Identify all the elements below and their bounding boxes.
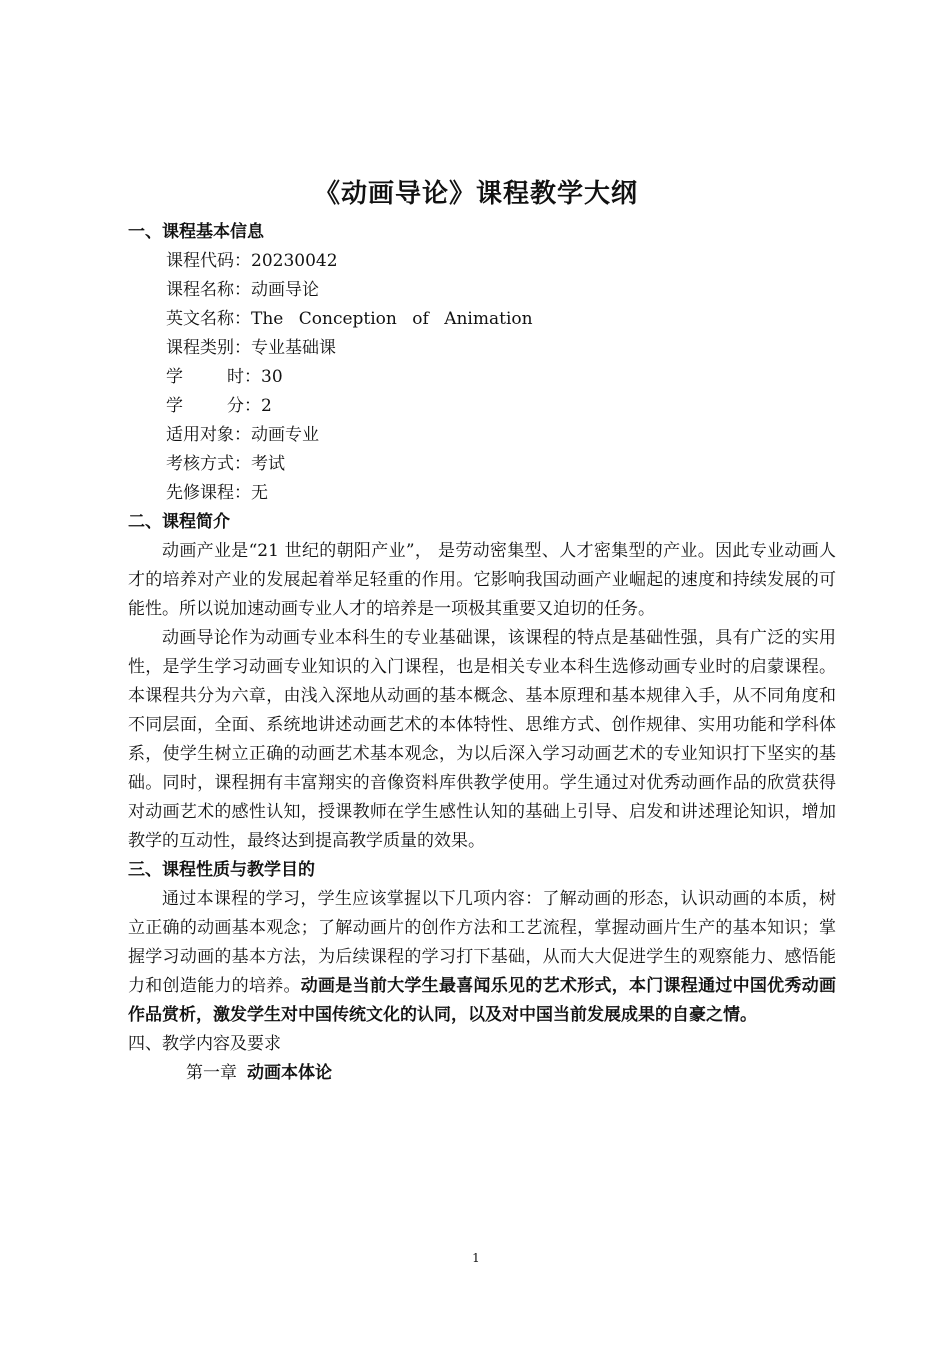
- info-label: 考核方式：: [166, 454, 251, 474]
- info-row-prerequisites: [128, 479, 836, 508]
- info-value: 2: [261, 396, 272, 416]
- info-row-target-audience: [128, 421, 836, 450]
- chapter-heading: [128, 1059, 836, 1088]
- section-heading-nature-purpose: 三、课程性质与教学目的: [128, 860, 315, 880]
- document-body: [128, 218, 836, 1088]
- info-label: 课程类别：: [166, 338, 251, 358]
- info-value: 20230042: [251, 251, 338, 271]
- chapter-number: 第一章: [186, 1063, 237, 1083]
- purpose-paragraph: [128, 885, 836, 1030]
- info-label-part: 时：: [227, 367, 261, 387]
- info-label: 英文名称：: [166, 309, 251, 329]
- intro-paragraph-2: 动画导论作为动画专业本科生的专业基础课，该课程的特点是基础性强，具有广泛的实用性，是学生学习动画专业知识的入门课程，也是相关专业本科生选修动画专业时的启蒙课程。本课程共分为六章，由浅入深地从动画的基本概念、基本原理和基本规律入手，从不同角度和不同层面，全面、系统地讲述动画艺术的本体特性、思维方式、创作规律、实用功能和学科体系，使学生树立正确的动画艺术基本观念，为以后深入学习动画艺术的专业知识打下坚实的基础。同时，课程拥有丰富翔实的音像资料库供教学使用。学生通过对优秀动画作品的欣赏获得对动画艺术的感性认知，授课教师在学生感性认知的基础上引导、启发和讲述理论知识，增加教学的互动性，最终达到提高教学质量的效果。: [128, 628, 836, 851]
- purpose-emphasis-text: 动画是当前大学生最喜闻乐见的艺术形式，本门课程通过中国优秀动画作品赏析，激发学生对中国传统文化的认同，以及对中国当前发展成果的自豪之情。: [128, 976, 836, 1025]
- info-value: 考试: [251, 454, 285, 474]
- info-row-course-code: [128, 247, 836, 276]
- section-heading-content-requirements: 四、教学内容及要求: [128, 1034, 281, 1054]
- section-heading-basic-info: 一、课程基本信息: [128, 222, 264, 242]
- info-value: 动画导论: [251, 280, 319, 300]
- info-row-credits: [128, 392, 836, 421]
- info-row-hours: [128, 363, 836, 392]
- info-value: The Conception of Animation: [251, 309, 533, 329]
- page-number: 1: [472, 1251, 480, 1265]
- document-title: 《动画导论》课程教学大纲: [313, 179, 638, 209]
- intro-paragraph-1: 动画产业是“21 世纪的朝阳产业”， 是劳动密集型、人才密集型的产业。因此专业动画人才的培养对产业的发展起着举足轻重的作用。它影响我国动画产业崛起的速度和持续发展的可能性。所以说加速动画专业人才的培养是一项极其重要又迫切的任务。: [128, 541, 836, 619]
- info-row-english-name: [128, 305, 836, 334]
- info-label-part: 学: [166, 396, 205, 416]
- info-label-part: 学: [166, 367, 205, 387]
- chapter-title: 动画本体论: [247, 1063, 332, 1083]
- purpose-text: 通过本课程的学习，学生应该掌握以下几项内容：了解动画的形态，认识动画的本质，树立正确的动画基本观念；了解动画片的创作方法和工艺流程，掌握动画片生产的基本知识；掌握学习动画的基本方法，为后续课程的学习打下基础，从而大大促进学生的观察能力、感悟能力和创造能力的培养。: [128, 889, 836, 996]
- info-label: 课程名称：: [166, 280, 251, 300]
- info-label: 课程代码：: [166, 251, 251, 271]
- info-row-course-category: [128, 334, 836, 363]
- info-value: 无: [251, 483, 268, 503]
- info-label-part: 分：: [227, 396, 261, 416]
- info-label: 先修课程：: [166, 483, 251, 503]
- info-label: 适用对象：: [166, 425, 251, 445]
- info-row-course-name: [128, 276, 836, 305]
- section-heading-introduction: 二、课程简介: [128, 512, 230, 532]
- info-value: 30: [261, 367, 283, 387]
- info-value: 专业基础课: [251, 338, 336, 358]
- info-row-assessment: [128, 450, 836, 479]
- info-value: 动画专业: [251, 425, 319, 445]
